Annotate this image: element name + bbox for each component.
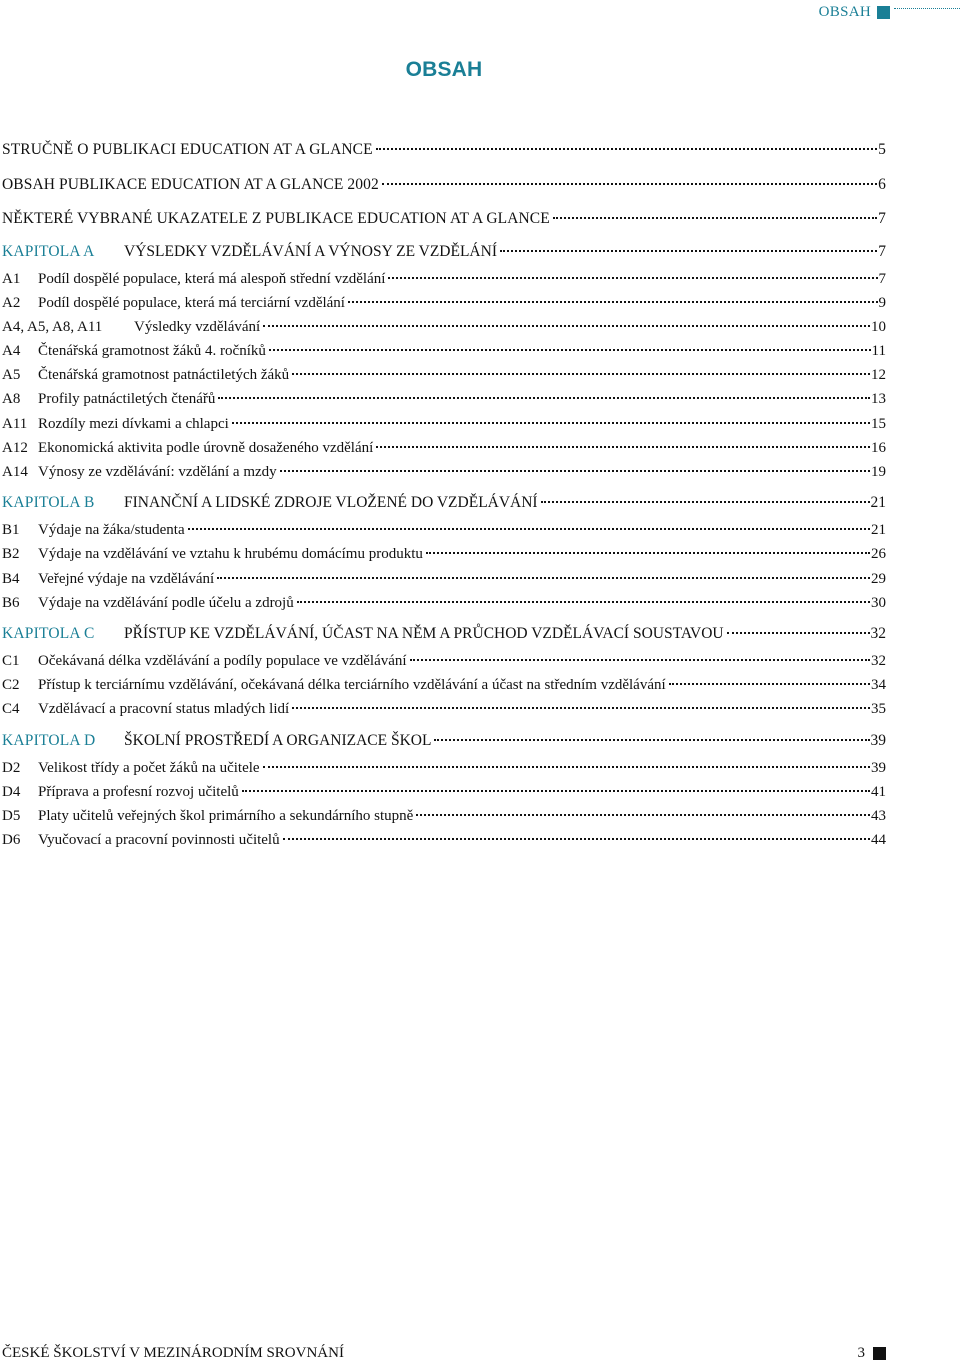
dot-leader (541, 501, 870, 503)
dot-leader (348, 301, 878, 303)
entry-page-number: 21 (870, 494, 886, 512)
toc-entry-row[interactable] (2, 780, 886, 804)
entry-title: Profily patnáctiletých čtenářů (38, 391, 216, 408)
square-marker-icon (877, 6, 890, 19)
entry-code: C4 (2, 701, 20, 718)
dot-leader (292, 707, 870, 709)
dot-leader (410, 659, 870, 661)
toc-entry-row[interactable] (2, 673, 886, 697)
entry-page-number: 29 (871, 570, 886, 587)
dot-leader (376, 446, 870, 448)
toc-entry-row[interactable] (2, 460, 886, 484)
entry-title: Výdaje na vzdělávání podle účelu a zdrojů (38, 594, 294, 611)
toc-entry-row[interactable] (2, 133, 886, 168)
dot-leader (188, 528, 870, 530)
entry-code: B6 (2, 594, 20, 611)
entry-code: A4, A5, A8, A11 (2, 318, 103, 335)
toc-entry-row[interactable] (2, 436, 886, 460)
entry-title: OBSAH PUBLIKACE EDUCATION AT A GLANCE 2002 (2, 175, 379, 193)
running-header-label: OBSAH (818, 3, 871, 20)
entry-title: Ekonomická aktivita podle úrovně dosaženého vzdělání (38, 439, 374, 456)
entry-page-number: 7 (878, 210, 886, 227)
dot-leader (263, 766, 870, 768)
entry-title: Očekávaná délka vzdělávání a podíly populace ve vzdělávání (38, 652, 407, 669)
entry-title: FINANČNÍ A LIDSKÉ ZDROJE VLOŽENÉ DO VZDĚLÁVÁNÍ (124, 494, 538, 512)
dot-leader (217, 577, 870, 579)
dot-leader (292, 373, 870, 375)
chapter-code: KAPITOLA C (2, 624, 95, 642)
entry-page-number: 7 (878, 270, 886, 287)
entry-title: Čtenářská gramotnost patnáctiletých žáků (38, 367, 290, 384)
entry-title: Výnosy ze vzdělávání: vzdělání a mzdy (38, 464, 277, 480)
chapter-code: KAPITOLA B (2, 494, 95, 512)
page-number: 3 (857, 1344, 865, 1361)
entry-title: Výsledky vzdělávání (134, 318, 261, 335)
dot-leader (232, 422, 870, 424)
dot-leader (218, 397, 870, 399)
entry-page-number: 11 (871, 343, 886, 360)
toc-entry-row[interactable] (2, 291, 886, 315)
dot-leader (553, 217, 877, 219)
page-title: OBSAH (405, 58, 483, 81)
entry-title: Veřejné výdaje na vzdělávání (38, 570, 215, 587)
chapter-code: KAPITOLA A (2, 242, 95, 260)
dot-leader (434, 739, 869, 741)
toc-chapter-row[interactable] (2, 488, 886, 518)
entry-title: PŘÍSTUP KE VZDĚLÁVÁNÍ, ÚČAST NA NĚM A PRŮCHOD VZDĚLÁVACÍ SOUSTAVOU (124, 624, 724, 642)
entry-code: B4 (2, 570, 20, 587)
entry-page-number: 19 (871, 464, 886, 480)
toc-entry-row[interactable] (2, 567, 886, 591)
entry-page-number: 41 (871, 783, 886, 800)
toc-entry-row[interactable] (2, 168, 886, 203)
dot-leader (426, 552, 870, 554)
entry-code: B1 (2, 522, 20, 539)
toc-entry-row[interactable] (2, 339, 886, 363)
toc-entry-row[interactable] (2, 591, 886, 615)
toc-entry-row[interactable] (2, 828, 886, 852)
dot-leader (283, 838, 870, 840)
entry-page-number: 44 (871, 832, 886, 849)
toc-chapter-row[interactable] (2, 726, 886, 756)
entry-title: Vyučovací a pracovní povinnosti učitelů (38, 832, 280, 849)
entry-title: Výdaje na žáka/studenta (38, 522, 185, 539)
entry-page-number: 7 (878, 242, 886, 260)
entry-page-number: 39 (871, 759, 886, 776)
toc-entry-row[interactable] (2, 518, 886, 542)
entry-page-number: 16 (871, 439, 886, 456)
chapter-code: KAPITOLA D (2, 731, 96, 749)
entry-page-number: 39 (870, 731, 886, 749)
footer-page-marker (858, 1345, 887, 1362)
publication-name: ČESKÉ ŠKOLSTVÍ V MEZINÁRODNÍM SROVNÁNÍ (2, 1344, 344, 1361)
toc-entry-row[interactable] (2, 202, 886, 237)
entry-title: STRUČNĚ O PUBLIKACI EDUCATION AT A GLANCE (2, 141, 373, 158)
entry-page-number: 5 (878, 141, 886, 158)
dot-leader (382, 183, 877, 185)
entry-title: Čtenářská gramotnost žáků 4. ročníků (38, 343, 266, 360)
toc-chapter-row[interactable] (2, 237, 886, 267)
square-marker-icon (873, 1347, 886, 1360)
entry-page-number: 21 (871, 522, 886, 539)
entry-page-number: 35 (871, 701, 886, 718)
dot-leader (269, 349, 871, 351)
entry-code: B2 (2, 546, 20, 563)
entry-code: C1 (2, 652, 20, 669)
entry-code: A2 (2, 294, 21, 311)
entry-page-number: 32 (870, 624, 886, 642)
entry-code: A1 (2, 270, 21, 287)
dot-leader (263, 325, 870, 327)
entry-title: Velikost třídy a počet žáků na učitele (38, 759, 260, 776)
running-header (660, 2, 960, 22)
toc-entry-row[interactable] (2, 267, 886, 291)
entry-code: A4 (2, 343, 21, 360)
toc-entry-row[interactable] (2, 804, 886, 828)
dot-leader (280, 470, 870, 472)
dot-leader (242, 790, 870, 792)
toc-entry-row[interactable] (2, 363, 886, 387)
entry-title: Podíl dospělé populace, která má alespoň střední vzdělání (38, 270, 386, 287)
toc-entry-row[interactable] (2, 542, 886, 566)
entry-title: Rozdíly mezi dívkami a chlapci (38, 415, 229, 432)
entry-code: C2 (2, 677, 20, 694)
entry-code: A8 (2, 391, 21, 408)
entry-page-number: 6 (878, 175, 886, 193)
dot-leader (416, 814, 870, 816)
entry-code: A12 (2, 439, 28, 456)
entry-title: NĚKTERÉ VYBRANÉ UKAZATELE Z PUBLIKACE EDUCATION AT A GLANCE (2, 210, 550, 227)
toc-chapter-row[interactable] (2, 619, 886, 649)
entry-page-number: 26 (871, 546, 886, 563)
entry-title: VÝSLEDKY VZDĚLÁVÁNÍ A VÝNOSY ZE VZDĚLÁNÍ (124, 242, 497, 260)
entry-code: D5 (2, 807, 21, 824)
entry-page-number: 9 (878, 294, 886, 311)
entry-page-number: 34 (871, 677, 886, 694)
dot-leader (669, 683, 870, 685)
dot-leader (388, 277, 877, 279)
entry-page-number: 43 (871, 807, 886, 824)
dot-leader (500, 250, 877, 252)
entry-title: Platy učitelů veřejných škol primárního a sekundárního stupně (38, 807, 414, 824)
toc-entry-row[interactable] (2, 649, 886, 673)
entry-code: D2 (2, 759, 21, 776)
entry-title: Vzdělávací a pracovní status mladých lidí (38, 701, 290, 718)
entry-title: Příprava a profesní rozvoj učitelů (38, 783, 239, 800)
entry-page-number: 12 (871, 367, 886, 384)
entry-code: A14 (2, 464, 28, 480)
entry-title: ŠKOLNÍ PROSTŘEDÍ A ORGANIZACE ŠKOL (124, 731, 432, 749)
entry-title: Výdaje na vzdělávání ve vztahu k hrubému domácímu produktu (38, 546, 423, 563)
dot-leader (376, 148, 877, 150)
entry-page-number: 10 (871, 318, 886, 335)
table-of-contents (2, 133, 886, 852)
entry-page-number: 32 (871, 652, 886, 669)
dot-leader (297, 601, 870, 603)
toc-entry-row[interactable] (2, 756, 886, 780)
entry-page-number: 13 (871, 391, 886, 408)
entry-title: Přístup k terciárnímu vzdělávání, očekávaná délka terciárního vzdělávání a účast na středním vzdělávání (38, 677, 666, 694)
toc-entry-row[interactable] (2, 387, 886, 411)
entry-code: D4 (2, 783, 21, 800)
entry-code: D6 (2, 832, 21, 849)
toc-entry-row[interactable] (2, 697, 886, 721)
page-footer (2, 1342, 886, 1364)
toc-entry-row[interactable] (2, 315, 886, 339)
toc-entry-row[interactable] (2, 412, 886, 436)
dot-leader (727, 632, 870, 634)
entry-code: A5 (2, 367, 21, 384)
entry-page-number: 15 (871, 415, 886, 432)
dotted-rule (894, 8, 960, 9)
entry-code: A11 (2, 415, 28, 432)
entry-page-number: 30 (871, 594, 886, 611)
entry-title: Podíl dospělé populace, která má terciární vzdělání (38, 294, 345, 311)
